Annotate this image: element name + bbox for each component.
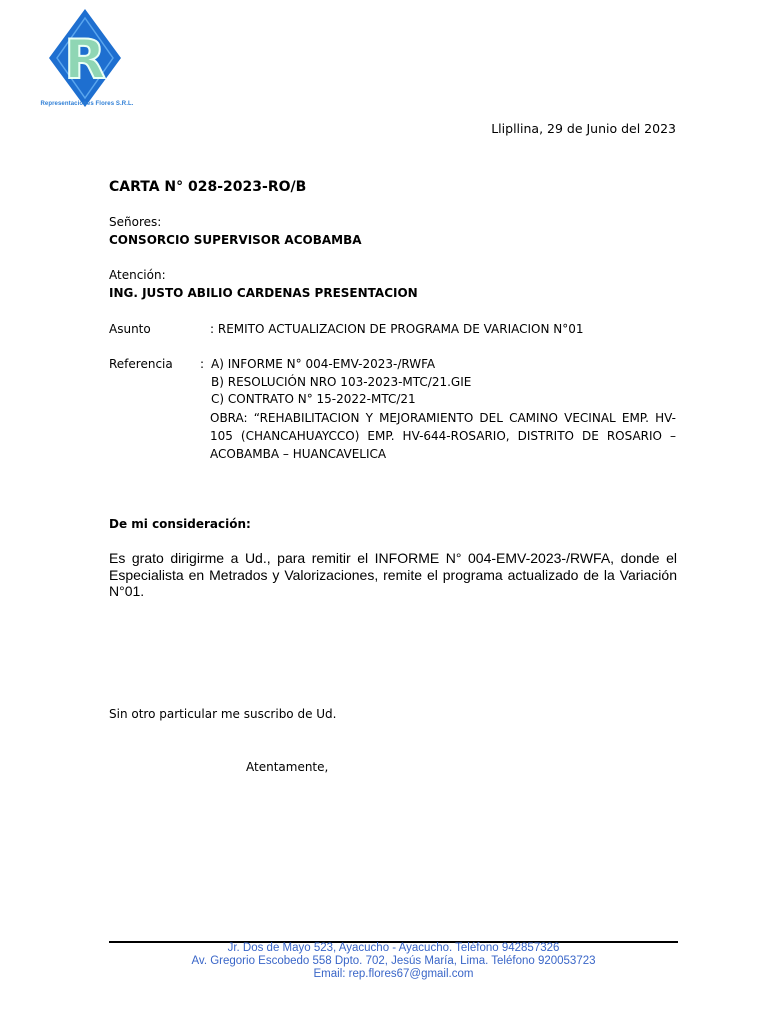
body-paragraph: Es grato dirigirme a Ud., para remitir el INFORME N° 004-EMV-2023-/RWFA, donde el Especialista en Metrados y Valorizaciones, remite el programa actualizado de la Variación N°01.	[109, 550, 677, 599]
subject-label: Asunto	[109, 322, 151, 336]
subject-text: : REMITO ACTUALIZACION DE PROGRAMA DE VARIACION N°01	[210, 322, 584, 336]
logo-diamond-icon	[37, 6, 137, 114]
footer-address-2: Av. Gregorio Escobedo 558 Dpto. 702, Jesús María, Lima. Teléfono 920053723	[191, 955, 596, 967]
place-date: Llipllina, 29 de Junio del 2023	[491, 121, 676, 136]
logo-letter: R	[64, 28, 106, 91]
reference-obra: OBRA: “REHABILITACION Y MEJORAMIENTO DEL CAMINO VECINAL EMP. HV-105 (CHANCAHUAYCCO) EMP. HV-644-ROSARIO, DISTRITO DE ROSARIO – ACOBAMBA – HUANCAVELICA	[210, 411, 676, 461]
sign-off: Atentamente,	[246, 760, 329, 774]
salutation-label: Señores:	[109, 215, 162, 229]
footer-email: Email: rep.flores67@gmail.com	[313, 968, 474, 980]
footer-address-1: Jr. Dos de Mayo 523, Ayacucho - Ayacucho. Teléfono 942857326	[227, 942, 560, 954]
recipient-name: CONSORCIO SUPERVISOR ACOBAMBA	[109, 233, 362, 247]
reference-label: Referencia	[109, 357, 173, 371]
reference-item: A) INFORME N° 004-EMV-2023-/RWFA	[211, 357, 436, 371]
company-logo	[37, 6, 137, 114]
reference-item: C) CONTRATO N° 15-2022-MTC/21	[211, 392, 416, 406]
attention-label: Atención:	[109, 268, 166, 282]
letter-number: CARTA N° 028-2023-RO/B	[109, 179, 307, 195]
greeting: De mi consideración:	[109, 517, 251, 531]
company-caption: Representaciones Flores S.R.L.	[40, 101, 134, 107]
reference-item: B) RESOLUCIÓN NRO 103-2023-MTC/21.GIE	[211, 375, 472, 389]
reference-colon: :	[200, 357, 205, 371]
closing-line: Sin otro particular me suscribo de Ud.	[109, 707, 337, 721]
attention-name: ING. JUSTO ABILIO CARDENAS PRESENTACION	[109, 286, 418, 300]
